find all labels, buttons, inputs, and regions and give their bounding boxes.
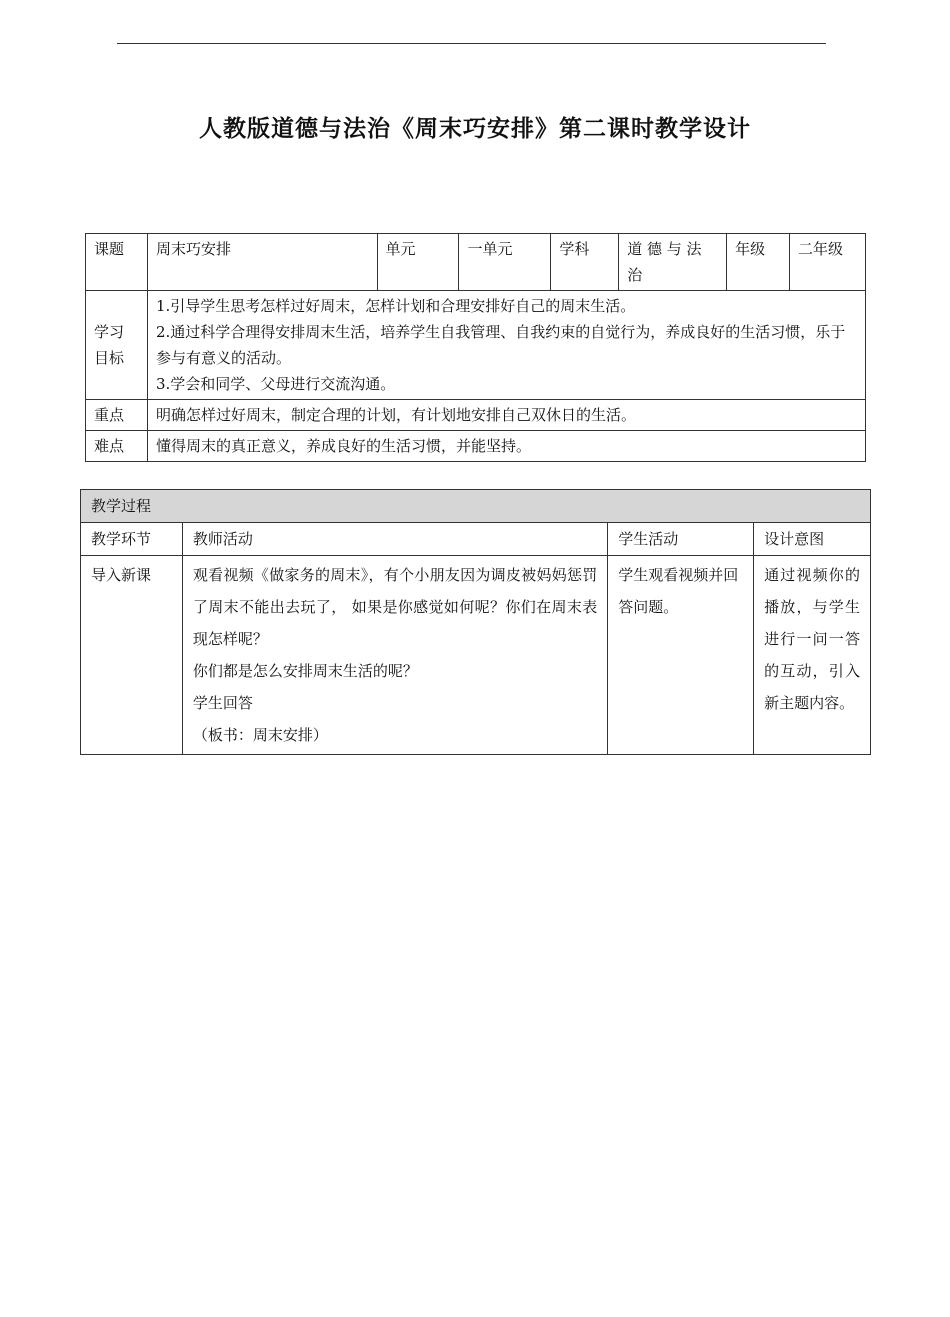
goal-item: 3.学会和同学、父母进行交流沟通。: [155, 375, 396, 393]
teacher-activity-line: 你们都是怎么安排周末生活的呢？: [192, 662, 418, 680]
stage-cell: 导入新课: [81, 556, 183, 755]
goal-item: 1.引导学生思考怎样过好周末，怎样计划和合理安排好自己的周末生活。: [155, 297, 636, 315]
goals-label: 学习目标: [86, 291, 148, 400]
teaching-process-table: [80, 489, 871, 755]
goal-item: 2.通过科学合理得安排周末生活，培养学生自我管理、自我约束的自觉行为，养成良好的生活习惯，乐于参与有意义的活动。: [155, 323, 846, 367]
grade-value: 二年级: [790, 234, 866, 291]
table-row: [86, 431, 866, 462]
lesson-info-table: [85, 233, 866, 462]
table-row: [86, 234, 866, 291]
teacher-activity-cell: [182, 556, 607, 755]
topic-label: 课题: [86, 234, 148, 291]
column-header: 教学环节: [81, 523, 183, 556]
column-header: 教师活动: [182, 523, 607, 556]
document-title: 人教版道德与法治《周末巧安排》第二课时教学设计: [199, 116, 751, 142]
goals-cell: [147, 291, 865, 400]
grade-label: 年级: [727, 234, 790, 291]
teacher-activity-line: 学生回答: [192, 694, 253, 712]
key-point-value: 明确怎样过好周末，制定合理的计划，有计划地安排自己双休日的生活。: [147, 400, 865, 431]
student-activity-cell: 学生观看视频并回答问题。: [608, 556, 754, 755]
teacher-activity-line: （板书：周末安排）: [192, 726, 328, 744]
table-row: [81, 490, 871, 523]
subject-label: 学科: [551, 234, 619, 291]
column-header: 设计意图: [754, 523, 871, 556]
subject-value: 道 德 与 法 治: [619, 234, 727, 291]
table-row: [81, 556, 871, 755]
teacher-activity-line: 观看视频《做家务的周末》，有个小朋友因为调皮被妈妈惩罚了周末不能出去玩了， 如果是你感觉如何呢？你们在周末表现怎样呢？: [192, 566, 598, 648]
table-row: [81, 523, 871, 556]
column-header: 学生活动: [608, 523, 754, 556]
difficulty-value: 懂得周末的真正意义，养成良好的生活习惯，并能坚持。: [147, 431, 865, 462]
difficulty-label: 难点: [86, 431, 148, 462]
design-intent-cell: 通过视频你的播放，与学生进行一问一答的互动，引入新主题内容。: [754, 556, 871, 755]
table-row: [86, 400, 866, 431]
process-header: 教学过程: [81, 490, 871, 523]
key-point-label: 重点: [86, 400, 148, 431]
table-row: [86, 291, 866, 400]
topic-value: 周末巧安排: [147, 234, 377, 291]
header-rule: [117, 43, 826, 44]
unit-label: 单元: [377, 234, 459, 291]
unit-value: 一单元: [459, 234, 551, 291]
